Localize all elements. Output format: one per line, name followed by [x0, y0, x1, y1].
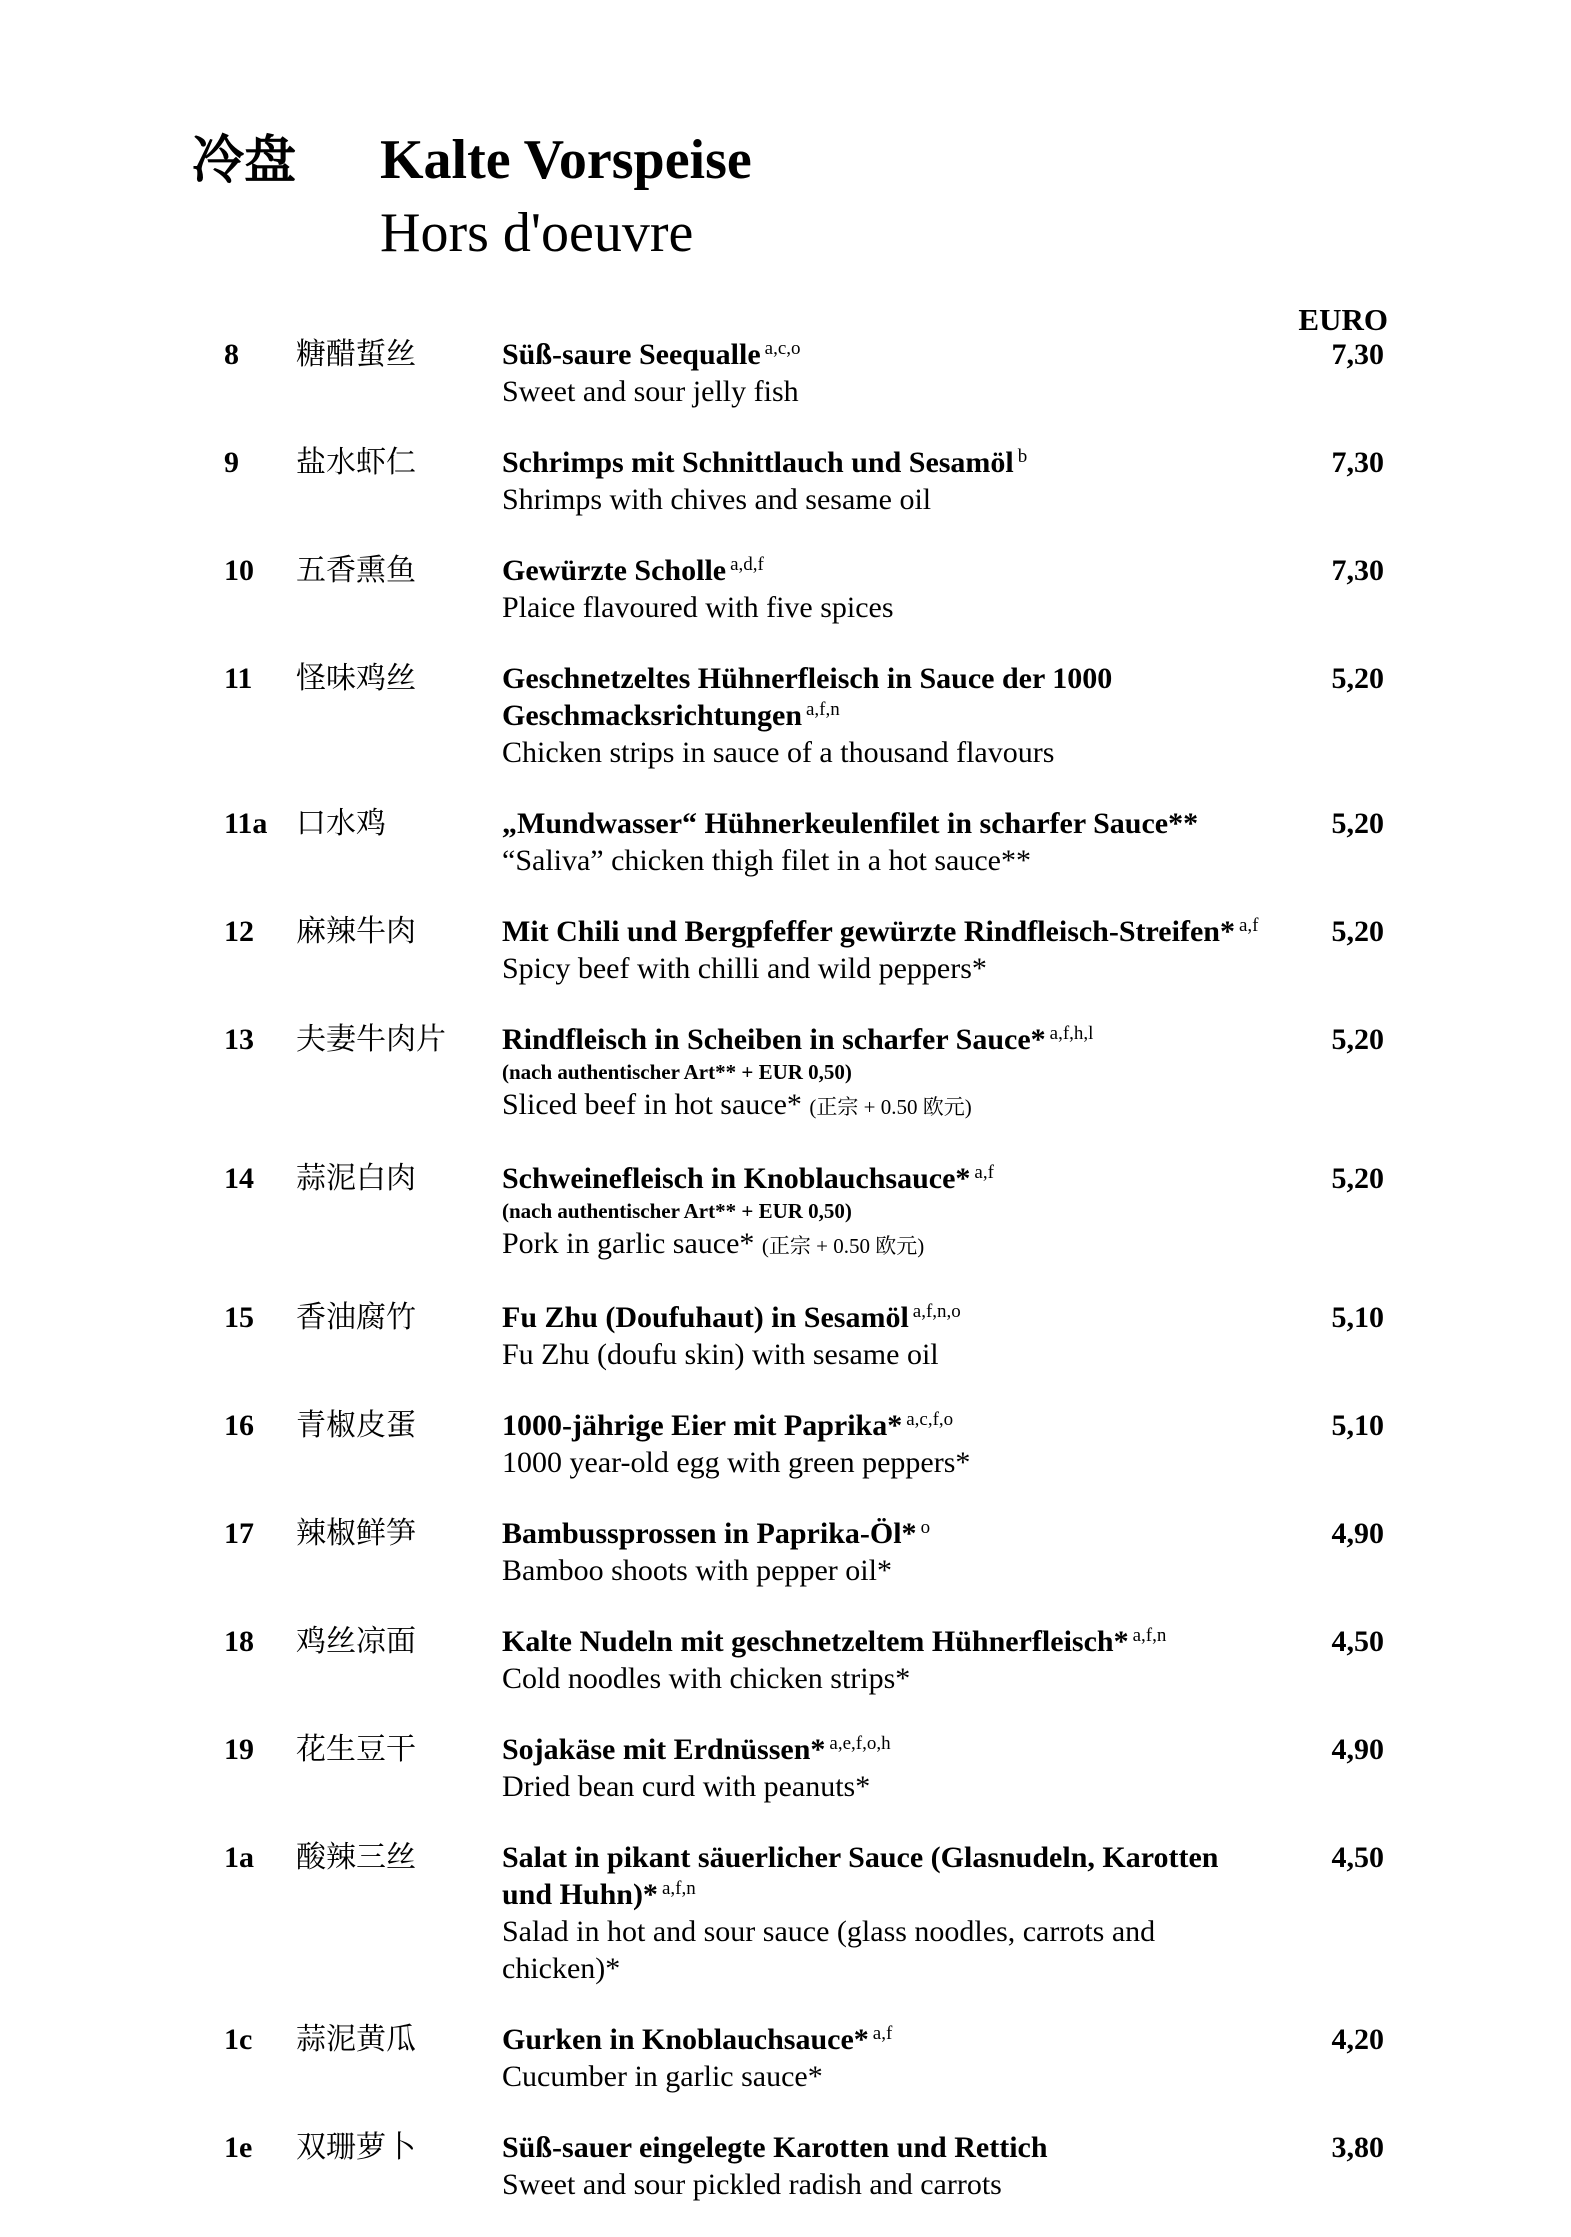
- item-price: 7,30: [1331, 446, 1384, 479]
- allergen-codes: a,e,f,o,h: [829, 1732, 891, 1754]
- item-english-suffix: (正宗 + 0.50 欧元): [809, 1095, 972, 1119]
- item-number: 13: [224, 1023, 254, 1056]
- item-english-name: [502, 1336, 1262, 1373]
- item-german-name: [502, 2129, 1262, 2166]
- menu-item: [224, 2021, 1384, 2095]
- item-chinese-name: 青椒皮蛋: [296, 1409, 416, 1442]
- allergen-codes: a,f: [1238, 914, 1259, 936]
- allergen-codes: a,f: [872, 2022, 893, 2044]
- item-english-text: Salad in hot and sour sauce (glass noodles, carrots and chicken)*: [502, 1915, 1156, 1985]
- item-description: [502, 2129, 1262, 2203]
- item-number: 1a: [224, 1841, 254, 1874]
- allergen-codes: a,f,n: [806, 698, 840, 720]
- item-german-text: Süß-saure Seequalle: [502, 338, 761, 371]
- item-price: 5,20: [1331, 662, 1384, 695]
- allergen-codes: b: [1017, 445, 1028, 467]
- item-german-name: [502, 2021, 1262, 2058]
- item-english-name: [502, 1444, 1262, 1481]
- item-english-text: Pork in garlic sauce*: [502, 1227, 755, 1260]
- item-german-text: Süß-sauer eingelegte Karotten und Rettich: [502, 2131, 1048, 2164]
- item-german-name: [502, 1623, 1262, 1660]
- item-german-name: [502, 1160, 1262, 1197]
- item-english-name: [502, 481, 1262, 518]
- item-german-text: „Mundwasser“ Hühnerkeulenfilet in scharfer Sauce**: [502, 807, 1199, 840]
- item-german-text: Sojakäse mit Erdnüssen*: [502, 1733, 826, 1766]
- item-chinese-name: 糖醋蜇丝: [296, 338, 416, 371]
- allergen-codes: a,d,f: [730, 553, 764, 575]
- item-german-name: [502, 805, 1262, 842]
- allergen-codes: a,f,h,l: [1049, 1022, 1094, 1044]
- title-row: [192, 118, 1392, 193]
- item-price: 7,30: [1331, 338, 1384, 371]
- menu-header: [192, 118, 1392, 265]
- item-english-name: [502, 2058, 1262, 2095]
- item-english-text: Chicken strips in sauce of a thousand flavours: [502, 736, 1055, 769]
- item-german-text: Kalte Nudeln mit geschnetzeltem Hühnerfleisch*: [502, 1625, 1129, 1658]
- item-number: 18: [224, 1625, 254, 1658]
- allergen-codes: o: [920, 1516, 931, 1538]
- item-english-name: [502, 1086, 1262, 1126]
- item-chinese-name: 五香熏鱼: [296, 554, 416, 587]
- item-description: [502, 1160, 1262, 1265]
- item-english-name: [502, 373, 1262, 410]
- menu-item: [224, 1299, 1384, 1373]
- item-price: 3,80: [1331, 2131, 1384, 2164]
- item-german-text: 1000-jährige Eier mit Paprika*: [502, 1409, 903, 1442]
- menu-item: [224, 660, 1384, 771]
- item-number: 16: [224, 1409, 254, 1442]
- item-german-text: Mit Chili und Bergpfeffer gewürzte Rindfleisch-Streifen*: [502, 915, 1235, 948]
- menu-item: [224, 1407, 1384, 1481]
- item-english-text: Dried bean curd with peanuts*: [502, 1770, 871, 1803]
- item-english-text: Shrimps with chives and sesame oil: [502, 483, 932, 516]
- item-note: (nach authentischer Art** + EUR 0,50): [502, 1060, 852, 1084]
- menu-item: [224, 2129, 1384, 2203]
- allergen-codes: a,f: [974, 1161, 994, 1183]
- item-english-text: Spicy beef with chilli and wild peppers*: [502, 952, 987, 985]
- item-description: [502, 336, 1262, 410]
- item-english-text: Sliced beef in hot sauce*: [502, 1088, 802, 1121]
- item-english-text: Bamboo shoots with pepper oil*: [502, 1554, 892, 1587]
- item-chinese-name: 蒜泥黄瓜: [296, 2023, 416, 2056]
- item-price: 5,10: [1331, 1409, 1384, 1442]
- item-description: [502, 552, 1262, 626]
- item-chinese-name: 蒜泥白肉: [296, 1162, 416, 1195]
- item-chinese-name: 盐水虾仁: [296, 446, 416, 479]
- menu-item: [224, 1731, 1384, 1805]
- item-price: 5,20: [1331, 915, 1384, 948]
- item-chinese-name: 酸辣三丝: [296, 1841, 416, 1874]
- item-english-name: [502, 734, 1262, 771]
- item-german-name: [502, 913, 1262, 950]
- menu-item: [224, 444, 1384, 518]
- item-english-suffix: (正宗 + 0.50 欧元): [761, 1234, 925, 1258]
- item-chinese-name: 鸡丝凉面: [296, 1625, 416, 1658]
- item-chinese-name: 夫妻牛肉片: [296, 1023, 446, 1056]
- item-number: 17: [224, 1517, 254, 1550]
- menu-item: [224, 913, 1384, 987]
- menu-item: [224, 1021, 1384, 1126]
- item-price: 5,20: [1331, 1023, 1384, 1056]
- item-english-name: [502, 1552, 1262, 1589]
- item-description: [502, 1839, 1262, 1987]
- item-english-text: Cucumber in garlic sauce*: [502, 2060, 823, 2093]
- menu-item: [224, 805, 1384, 879]
- item-german-name: [502, 1839, 1262, 1913]
- item-number: 14: [224, 1162, 254, 1195]
- item-english-text: “Saliva” chicken thigh filet in a hot sauce**: [502, 844, 1031, 877]
- item-description: [502, 1623, 1262, 1697]
- item-number: 11: [224, 662, 253, 695]
- item-description: [502, 805, 1262, 879]
- item-german-text: Fu Zhu (Doufuhaut) in Sesamöl: [502, 1301, 909, 1334]
- item-description: [502, 444, 1262, 518]
- menu-item: [224, 1515, 1384, 1589]
- item-german-text: Rindfleisch in Scheiben in scharfer Sauce*: [502, 1023, 1046, 1056]
- item-description: [502, 913, 1262, 987]
- item-german-text: Gewürzte Scholle: [502, 554, 727, 587]
- menu-item: [224, 1160, 1384, 1265]
- item-description: [502, 2021, 1262, 2095]
- item-english-name: [502, 589, 1262, 626]
- item-description: [502, 1515, 1262, 1589]
- item-english-name: [502, 1225, 1262, 1265]
- item-number: 19: [224, 1733, 254, 1766]
- item-german-name: [502, 1515, 1262, 1552]
- item-german-text: Geschnetzeltes Hühnerfleisch in Sauce der 1000 Geschmacksrichtungen: [502, 662, 1113, 732]
- menu-list: [224, 336, 1384, 2237]
- menu-item: [224, 552, 1384, 626]
- item-german-name: [502, 1407, 1262, 1444]
- item-price: 4,20: [1331, 2023, 1384, 2056]
- item-price: 4,50: [1331, 1625, 1384, 1658]
- item-number: 9: [224, 446, 239, 479]
- item-chinese-name: 口水鸡: [296, 807, 386, 840]
- item-german-name: [502, 1021, 1262, 1058]
- allergen-codes: a,f,n,o: [912, 1300, 961, 1322]
- item-chinese-name: 怪味鸡丝: [296, 662, 416, 695]
- item-english-name: [502, 1768, 1262, 1805]
- item-price: 5,20: [1331, 1162, 1384, 1195]
- menu-item: [224, 336, 1384, 410]
- item-price: 4,50: [1331, 1841, 1384, 1874]
- item-description: [502, 660, 1262, 771]
- item-chinese-name: 麻辣牛肉: [296, 915, 416, 948]
- subtitle-french: Hors d'oeuvre: [380, 202, 694, 264]
- currency-label: EURO: [1298, 302, 1388, 337]
- item-chinese-name: 辣椒鲜笋: [296, 1517, 416, 1550]
- item-english-name: [502, 842, 1262, 879]
- item-number: 12: [224, 915, 254, 948]
- item-english-text: Plaice flavoured with five spices: [502, 591, 894, 624]
- item-english-name: [502, 1660, 1262, 1697]
- item-number: 15: [224, 1301, 254, 1334]
- item-price: 4,90: [1331, 1733, 1384, 1766]
- allergen-codes: a,c,o: [764, 337, 801, 359]
- item-german-name: [502, 444, 1262, 481]
- item-english-text: Cold noodles with chicken strips*: [502, 1662, 911, 1695]
- item-chinese-name: 花生豆干: [296, 1733, 416, 1766]
- item-german-name: [502, 552, 1262, 589]
- item-english-text: Sweet and sour jelly fish: [502, 375, 799, 408]
- item-german-name: [502, 660, 1262, 734]
- title-german: Kalte Vorspeise: [380, 129, 752, 191]
- item-english-text: Sweet and sour pickled radish and carrots: [502, 2168, 1002, 2201]
- item-number: 11a: [224, 807, 268, 840]
- item-number: 8: [224, 338, 239, 371]
- item-english-name: [502, 1913, 1262, 1987]
- item-german-name: [502, 1731, 1262, 1768]
- allergen-codes: a,c,f,o: [906, 1408, 954, 1430]
- item-price: 5,20: [1331, 807, 1384, 840]
- title-chinese: 冷盘: [192, 133, 297, 190]
- item-description: [502, 1299, 1262, 1373]
- item-number: 1c: [224, 2023, 253, 2056]
- item-german-text: Schweinefleisch in Knoblauchsauce*: [502, 1162, 971, 1195]
- item-chinese-name: 双珊萝卜: [296, 2131, 416, 2164]
- item-german-name: [502, 336, 1262, 373]
- item-price: 5,10: [1331, 1301, 1384, 1334]
- item-description: [502, 1407, 1262, 1481]
- allergen-codes: a,f,n: [1132, 1624, 1167, 1646]
- item-german-text: Bambussprossen in Paprika-Öl*: [502, 1517, 917, 1550]
- item-price: 4,90: [1331, 1517, 1384, 1550]
- item-note: (nach authentischer Art** + EUR 0,50): [502, 1199, 852, 1223]
- menu-item: [224, 1623, 1384, 1697]
- item-price: 7,30: [1331, 554, 1384, 587]
- item-chinese-name: 香油腐竹: [296, 1301, 416, 1334]
- item-german-text: Gurken in Knoblauchsauce*: [502, 2023, 869, 2056]
- item-description: [502, 1021, 1262, 1126]
- item-number: 10: [224, 554, 254, 587]
- item-english-name: [502, 2166, 1262, 2203]
- item-number: 1e: [224, 2131, 253, 2164]
- item-german-text: Salat in pikant säuerlicher Sauce (Glasnudeln, Karotten und Huhn)*: [502, 1841, 1219, 1911]
- item-description: [502, 1731, 1262, 1805]
- menu-item: [224, 1839, 1384, 1987]
- item-german-text: Schrimps mit Schnittlauch und Sesamöl: [502, 446, 1014, 479]
- item-english-text: 1000 year-old egg with green peppers*: [502, 1446, 971, 1479]
- allergen-codes: a,f,n: [661, 1877, 696, 1899]
- item-english-text: Fu Zhu (doufu skin) with sesame oil: [502, 1338, 939, 1371]
- item-german-name: [502, 1299, 1262, 1336]
- item-english-name: [502, 950, 1262, 987]
